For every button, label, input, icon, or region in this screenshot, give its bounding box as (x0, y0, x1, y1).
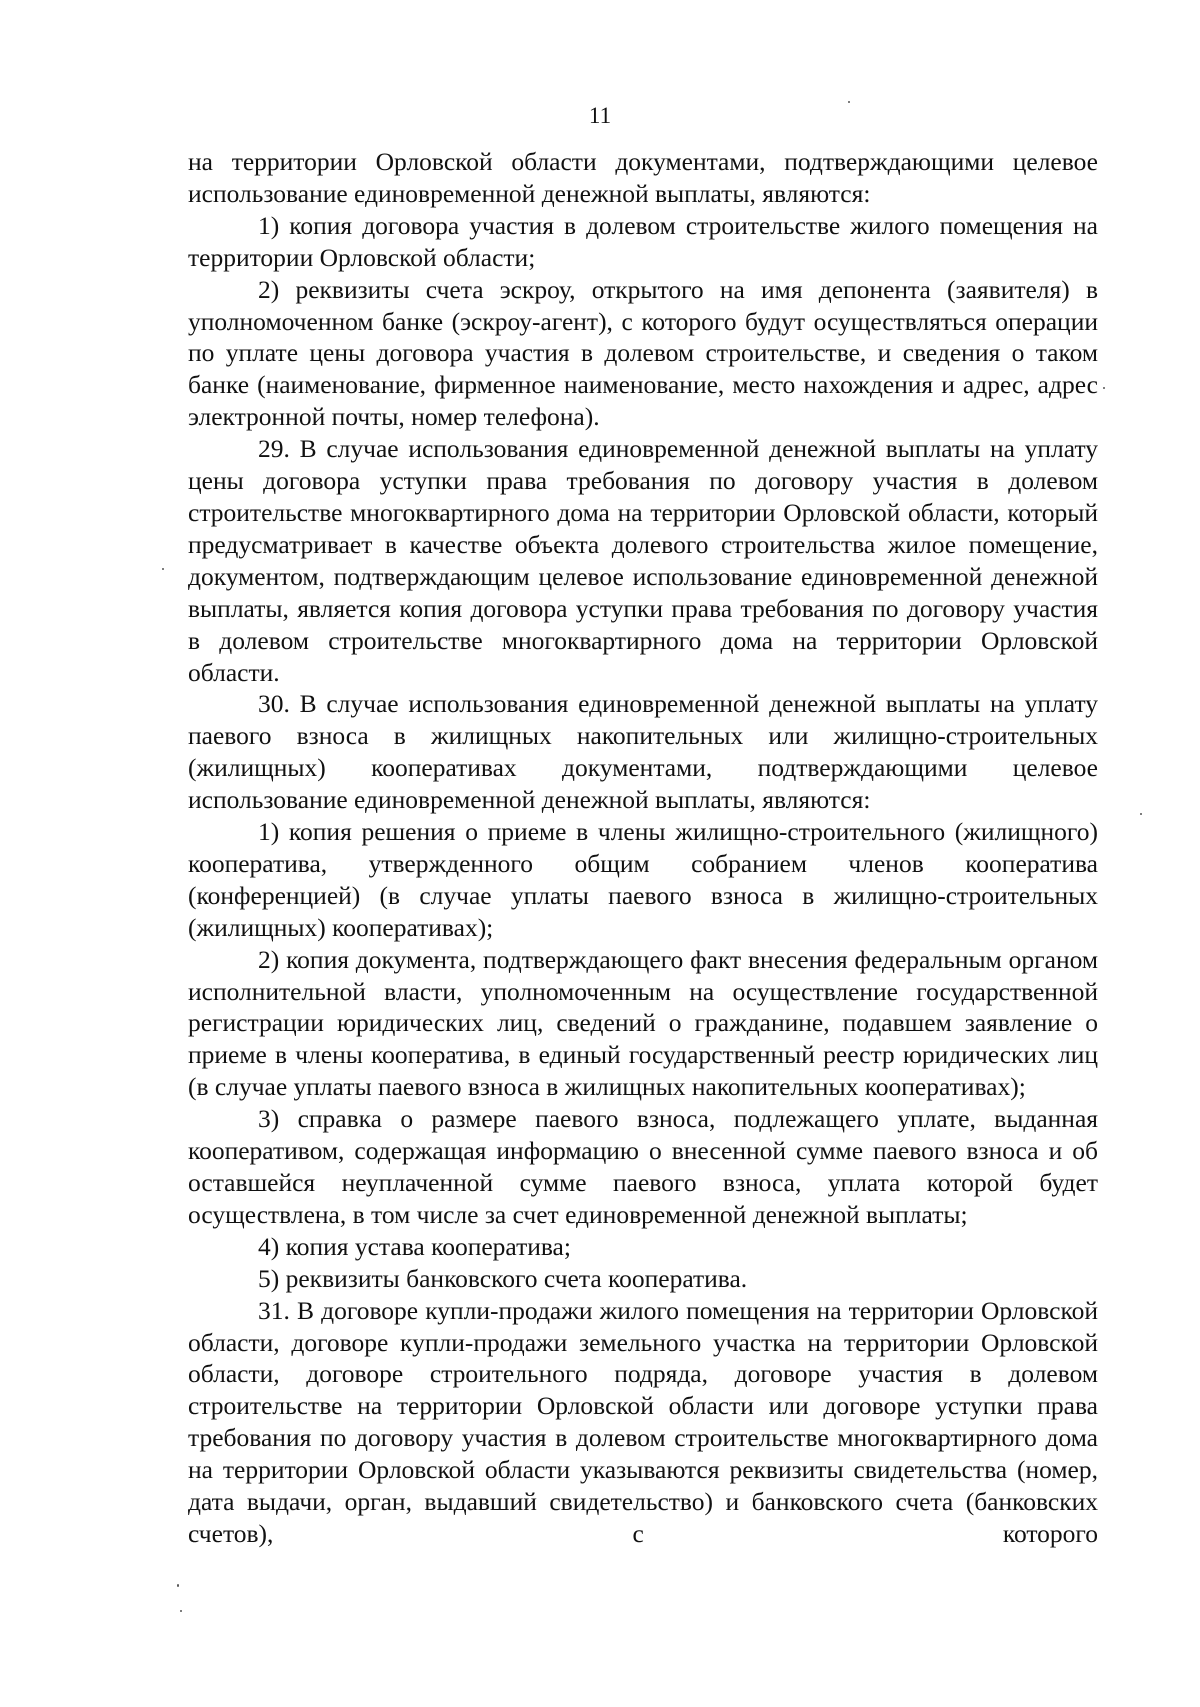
document-body (188, 146, 1098, 1550)
paragraph-30-item-3: 3) справка о размере паевого взноса, подлежащего уплате, выданная кооперативом, содержащая информацию о внесенной сумме паевого взноса и об оставшейся неуплаченной сумме паевого взноса, уплата которой будет осуществлена, в том числе за счет единовременной денежной выплаты; (188, 1104, 1098, 1229)
paragraph-30: 30. В случае использования единовременной денежной выплаты на уплату паевого взноса в жилищных накопительных или жилищно-строительных (жилищных) кооперативах документами, подтверждающими целевое использование единовременной денежной выплаты, являются: (188, 689, 1098, 815)
scan-speck (1140, 813, 1142, 815)
paragraph-29: 29. В случае использования единовременной денежной выплаты на уплату цены договора уступки права требования по договору участия в долевом строительстве многоквартирного дома на территории Орловской области, который предусматривает в качестве объекта долевого строительства жилое помещение, документом, подтверждающим целевое использование единовременной денежной выплаты, является копия договора уступки права требования по договору участия в долевом строительстве многоквартирного дома на территории Орловской области. (188, 434, 1098, 687)
paragraph-continuation: на территории Орловской области документами, подтверждающими целевое использование единовременной денежной выплаты, являются: (188, 147, 1098, 208)
paragraph-30-item-5: 5) реквизиты банковского счета кооператива. (258, 1263, 748, 1293)
scan-speck (177, 1584, 179, 1587)
page-number: 11 (588, 103, 612, 128)
paragraph-31: 31. В договоре купли-продажи жилого помещения на территории Орловской области, договоре купли-продажи земельного участка на территории Орловской области, договоре строительного подряда, договоре участия в долевом строительстве на территории Орловской области или договоре уступки права требования по договору участия в долевом строительстве многоквартирного дома на территории Орловской области указываются реквизиты свидетельства (номер, дата выдачи, орган, выдавший свидетельство) и банковского счета (банковских счетов), с которого (188, 1295, 1098, 1548)
paragraph-item-2: 2) реквизиты счета эскроу, открытого на имя депонента (заявителя) в уполномоченном банке (эскроу-агент), с которого будут осуществляться операции по уплате цены договора участия в долевом строительстве, и сведения о таком банке (наименование, фирменное наименование, место нахождения и адрес, адрес электронной почты, номер телефона). (188, 274, 1098, 432)
paragraph-30-item-1: 1) копия решения о приеме в члены жилищно-строительного (жилищного) кооператива, утвержденного общим собранием членов кооператива (конференцией) (в случае уплаты паевого взноса в жилищно-строительных (жилищных) кооперативах); (188, 817, 1098, 942)
scan-speck (1103, 387, 1105, 389)
scan-speck (180, 1610, 182, 1612)
scan-speck (848, 101, 850, 103)
paragraph-30-item-4: 4) копия устава кооператива; (258, 1231, 571, 1261)
paragraph-item-1: 1) копия договора участия в долевом строительстве жилого помещения на территории Орловской области; (188, 210, 1098, 272)
scan-speck (162, 568, 164, 570)
paragraph-30-item-2: 2) копия документа, подтверждающего факт внесения федеральным органом исполнительной власти, уполномоченным на осуществление государственной регистрации юридических лиц, сведений о гражданине, подавшем заявление о приеме в члены кооператива, в единый государственный реестр юридических лиц (в случае уплаты паевого взноса в жилищных накопительных кооперативах); (188, 944, 1098, 1102)
